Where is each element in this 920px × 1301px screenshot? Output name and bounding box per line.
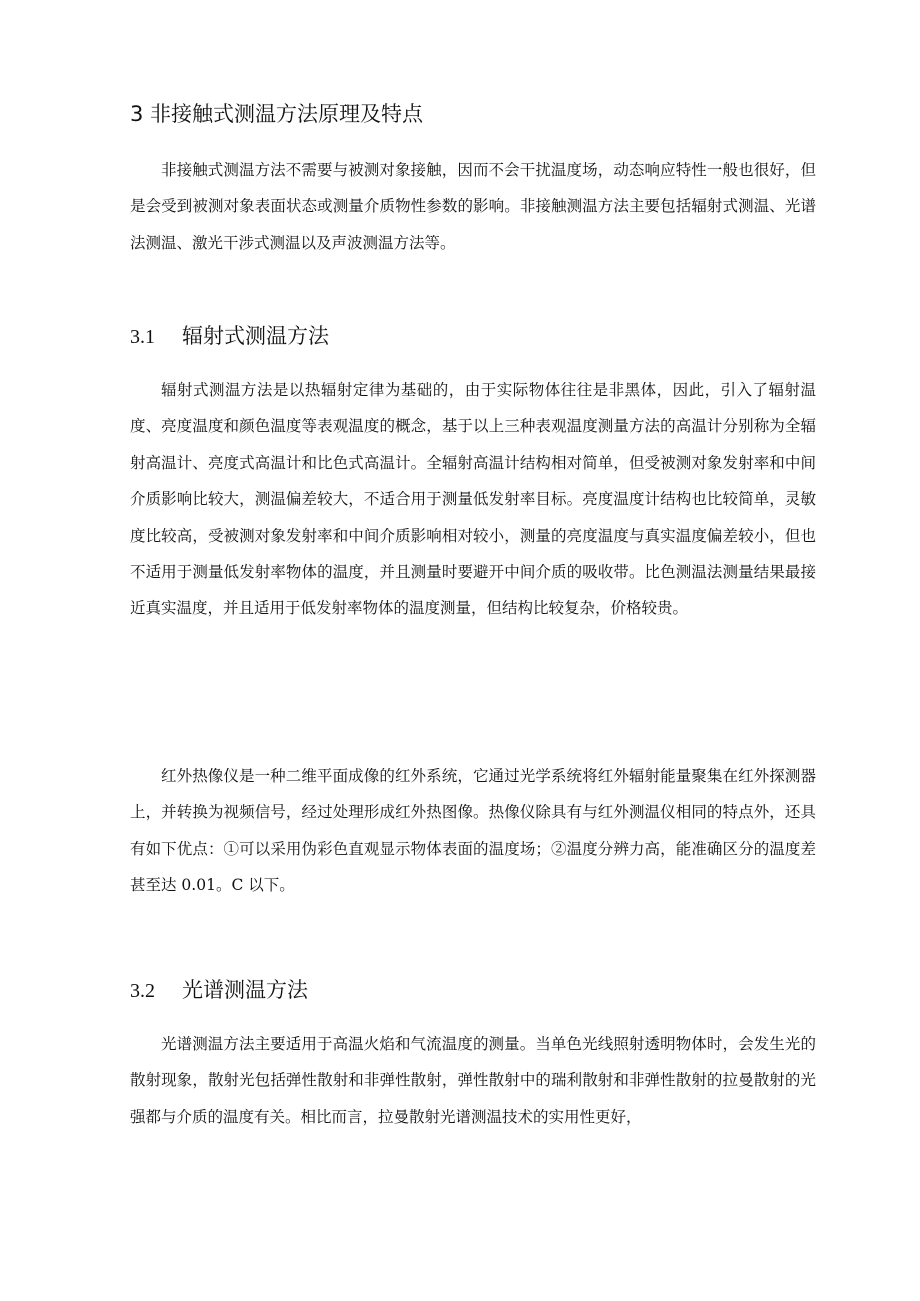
section-3-heading: 3 非接触式测温方法原理及特点 bbox=[130, 102, 424, 126]
section-3-2-title: 光谱测温方法 bbox=[182, 978, 308, 1002]
section-3-2-number: 3.2 bbox=[130, 980, 155, 1002]
section-3-1-title: 辐射式测温方法 bbox=[182, 324, 329, 348]
section-3-2-paragraph-1: 光谱测温方法主要适用于高温火焰和气流温度的测量。当单色光线照射透明物体时，会发生光的散射现象，散射光包括弹性散射和非弹性散射，弹性散射中的瑞利散射和非弹性散射的拉曼散射的光强都与介质的温度有关。相比而言，拉曼散射光谱测温技术的实用性更好， bbox=[130, 1035, 816, 1126]
section-3-1-paragraph-1: 辐射式测温方法是以热辐射定律为基础的，由于实际物体往往是非黑体，因此，引入了辐射温度、亮度温度和颜色温度等表观温度的概念，基于以上三种表观温度测量方法的高温计分别称为全辐射高温计、亮度式高温计和比色式高温计。全辐射高温计结构相对简单，但受被测对象发射率和中间介质影响比较大，测温偏差较大，不适合用于测量低发射率目标。亮度温度计结构也比较简单，灵敏度比较高，受被测对象发射率和中间介质影响相对较小，测量的亮度温度与真实温度偏差较小，但也不适用于测量低发射率物体的温度，并且测量时要避开中间介质的吸收带。比色测温法测量结果最接近真实温度，并且适用于低发射率物体的温度测量，但结构比较复杂，价格较贵。 bbox=[130, 381, 816, 618]
section-3-intro-paragraph: 非接触式测温方法不需要与被测对象接触，因而不会干扰温度场，动态响应特性一般也很好，但是会受到被测对象表面状态或测量介质物性参数的影响。非接触测温方法主要包括辐射式测温、光谱法测温、激光干涉式测温以及声波测温方法等。 bbox=[130, 161, 816, 252]
section-3-1-paragraph-2: 红外热像仪是一种二维平面成像的红外系统，它通过光学系统将红外辐射能量聚集在红外探测器上，并转换为视频信号，经过处理形成红外热图像。热像仪除具有与红外测温仪相同的特点外，还具有如下优点：①可以采用伪彩色直观显示物体表面的温度场；②温度分辨力高，能准确区分的温度差甚至达 0.01。C 以下。 bbox=[130, 767, 816, 895]
section-3-1-number: 3.1 bbox=[130, 326, 155, 348]
section-3-1-heading bbox=[130, 321, 329, 352]
section-3-2-heading bbox=[130, 975, 308, 1006]
